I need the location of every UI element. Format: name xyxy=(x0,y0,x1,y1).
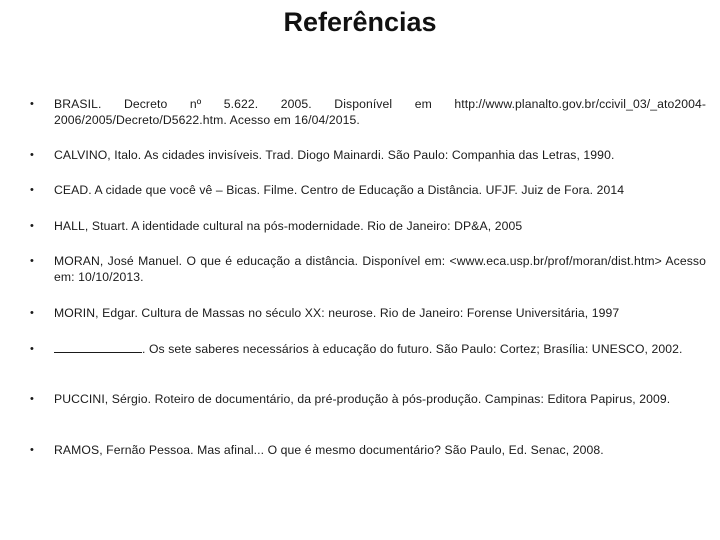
bullet: • xyxy=(30,98,34,110)
bullet: • xyxy=(30,184,34,196)
reference-text-body: . Os sete saberes necessários à educação do futuro. São Paulo: Cortez; Brasília: UNESCO, 2002. xyxy=(142,342,683,356)
reference-text: BRASIL. Decreto nº 5.622. 2005. Disponível em http://www.planalto.gov.br/ccivil_03/_ato2004-2006/2005/Decreto/D5622.htm. Acesso em 16/04/2015. xyxy=(54,97,706,127)
bullet: • xyxy=(30,220,34,232)
reference-text: RAMOS, Fernão Pessoa. Mas afinal... O que é mesmo documentário? São Paulo, Ed. Senac, 2008. xyxy=(54,443,604,457)
bullet: • xyxy=(30,393,34,405)
bullet: • xyxy=(30,149,34,161)
bullet: • xyxy=(30,307,34,319)
bullet: • xyxy=(30,255,34,267)
bullet: • xyxy=(30,343,34,355)
bullet: • xyxy=(30,444,34,456)
reference-text: CEAD. A cidade que você vê – Bicas. Filme. Centro de Educação a Distância. UFJF. Juiz de Fora. 2014 xyxy=(54,183,625,197)
reference-text: PUCCINI, Sérgio. Roteiro de documentário, da pré-produção à pós-produção. Campinas: Editora Papirus, 2009. xyxy=(54,392,671,406)
reference-text: MORIN, Edgar. Cultura de Massas no século XX: neurose. Rio de Janeiro: Forense Universitária, 1997 xyxy=(54,306,620,320)
reference-text: HALL, Stuart. A identidade cultural na pós-modernidade. Rio de Janeiro: DP&A, 2005 xyxy=(54,219,523,233)
reference-text: CALVINO, Italo. As cidades invisíveis. Trad. Diogo Mainardi. São Paulo: Companhia das Letras, 1990. xyxy=(54,148,615,162)
author-repeat-line xyxy=(54,341,142,353)
reference-text: MORAN, José Manuel. O que é educação a distância. Disponível em: <www.eca.usp.br/prof/moran/dist.htm> Acesso em: 10/10/2013. xyxy=(54,254,706,284)
reference-text xyxy=(54,341,706,357)
page-title: Referências xyxy=(283,7,437,37)
